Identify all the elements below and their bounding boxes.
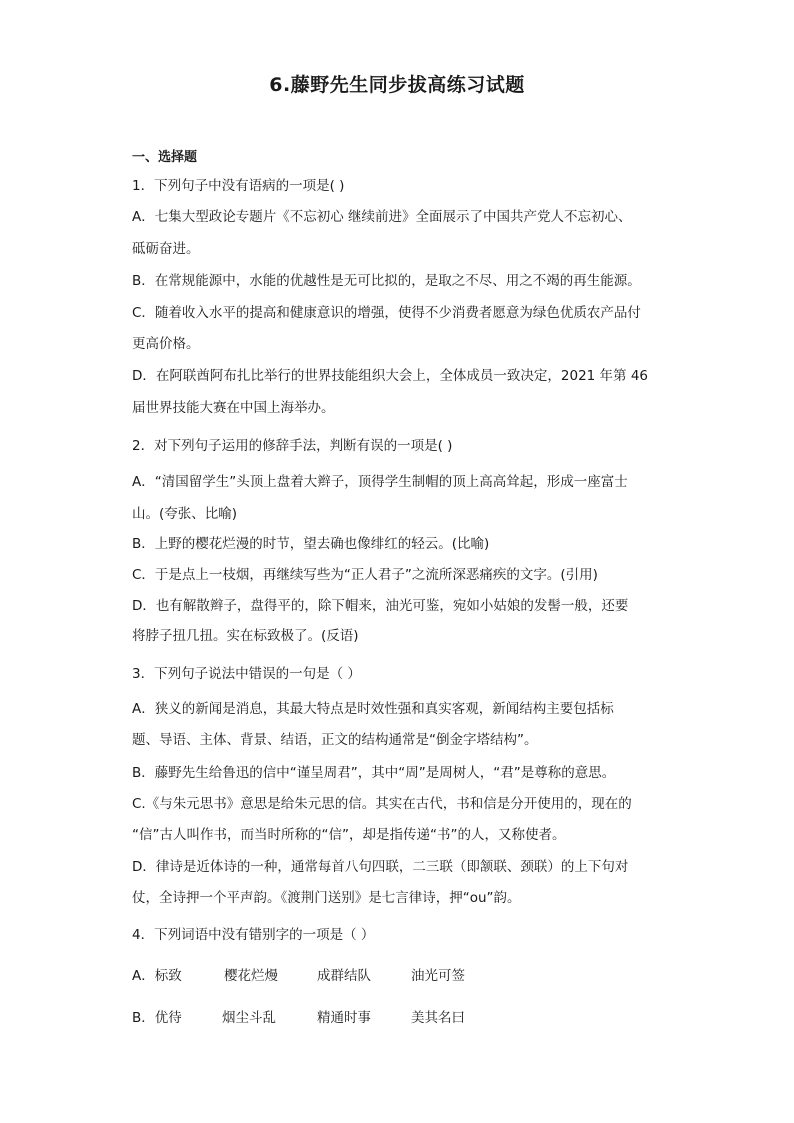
option-term: 樱花烂熳 bbox=[224, 968, 278, 984]
option-term: A．标致 bbox=[132, 968, 182, 984]
question-1-option-d-cont: 届世界技能大赛在中国上海举办。 bbox=[132, 400, 335, 416]
question-1-option-d: D．在阿联酋阿布扎比举行的世界技能组织大会上，全体成员一致决定，2021 年第 46 bbox=[132, 368, 649, 384]
option-term: 烟尘斗乱 bbox=[222, 1010, 276, 1026]
option-term: B．优待 bbox=[132, 1010, 182, 1026]
question-3-option-a: A．狭义的新闻是消息，其最大特点是时效性强和真实客观，新闻结构主要包括标 bbox=[132, 701, 614, 717]
option-term: 油光可签 bbox=[411, 968, 465, 984]
question-2-option-a-cont: 山。(夸张、比喻) bbox=[132, 506, 238, 522]
option-term: 精通时事 bbox=[317, 1010, 371, 1026]
section-heading: 一、选择题 bbox=[132, 150, 198, 165]
question-4-stem: 4．下列词语中没有错别字的一项是（ ） bbox=[132, 927, 375, 943]
question-2-option-d: D．也有解散辫子，盘得平的，除下帽来，油光可鉴，宛如小姑娘的发髻一般，还要 bbox=[132, 598, 629, 614]
question-1-option-a-cont: 砥砺奋进。 bbox=[132, 241, 200, 257]
question-1-stem: 1．下列句子中没有语病的一项是( ) bbox=[132, 178, 345, 194]
question-1-option-b: B．在常规能源中，水能的优越性是无可比拟的，是取之不尽、用之不竭的再生能源。 bbox=[132, 273, 641, 289]
question-1-option-a: A．七集大型政论专题片《不忘初心 继续前进》全面展示了中国共产党人不忘初心、 bbox=[132, 209, 632, 225]
question-2-option-d-cont: 将脖子扭几扭。实在标致极了。(反语) bbox=[132, 628, 359, 644]
question-2-option-b: B．上野的樱花烂漫的时节，望去确也像绯红的轻云。(比喻) bbox=[132, 536, 490, 552]
question-3-option-b: B．藤野先生给鲁迅的信中“谨呈周君”，其中“周”是周树人，“君”是尊称的意思。 bbox=[132, 765, 616, 781]
question-1-option-c: C．随着收入水平的提高和健康意识的增强，使得不少消费者愿意为绿色优质农产品付 bbox=[132, 305, 641, 321]
question-3-option-c: C.《与朱元思书》意思是给朱元思的信。其实在古代，书和信是分开使用的，现在的 bbox=[132, 796, 632, 812]
question-3-option-a-cont: 题、导语、主体、背景、结语，正文的结构通常是“倒金字塔结构”。 bbox=[132, 732, 538, 748]
question-2-option-a: A．“清国留学生”头顶上盘着大辫子，顶得学生制帽的顶上高高耸起，形成一座富士 bbox=[132, 474, 628, 490]
question-3-option-d: D．律诗是近体诗的一种，通常每首八句四联，二三联（即颔联、颈联）的上下句对 bbox=[132, 859, 629, 875]
question-3-stem: 3．下列句子说法中错误的一句是（ ） bbox=[132, 666, 361, 682]
question-3-option-d-cont: 仗，全诗押一个平声韵。《渡荆门送别》是七言律诗，押“ou”韵。 bbox=[132, 890, 521, 906]
page-title: 6.藤野先生同步拔高练习试题 bbox=[269, 74, 525, 96]
question-2-stem: 2．对下列句子运用的修辞手法，判断有误的一项是( ) bbox=[132, 438, 453, 454]
question-2-option-c: C．于是点上一枝烟，再继续写些为“正人君子”之流所深恶痛疾的文字。(引用) bbox=[132, 567, 598, 583]
question-1-option-c-cont: 更高价格。 bbox=[132, 336, 200, 352]
option-term: 美其名曰 bbox=[411, 1010, 465, 1026]
question-3-option-c-cont: “信”古人叫作书，而当时所称的“信”，却是指传递“书”的人，又称使者。 bbox=[132, 827, 566, 843]
option-term: 成群结队 bbox=[317, 968, 371, 984]
